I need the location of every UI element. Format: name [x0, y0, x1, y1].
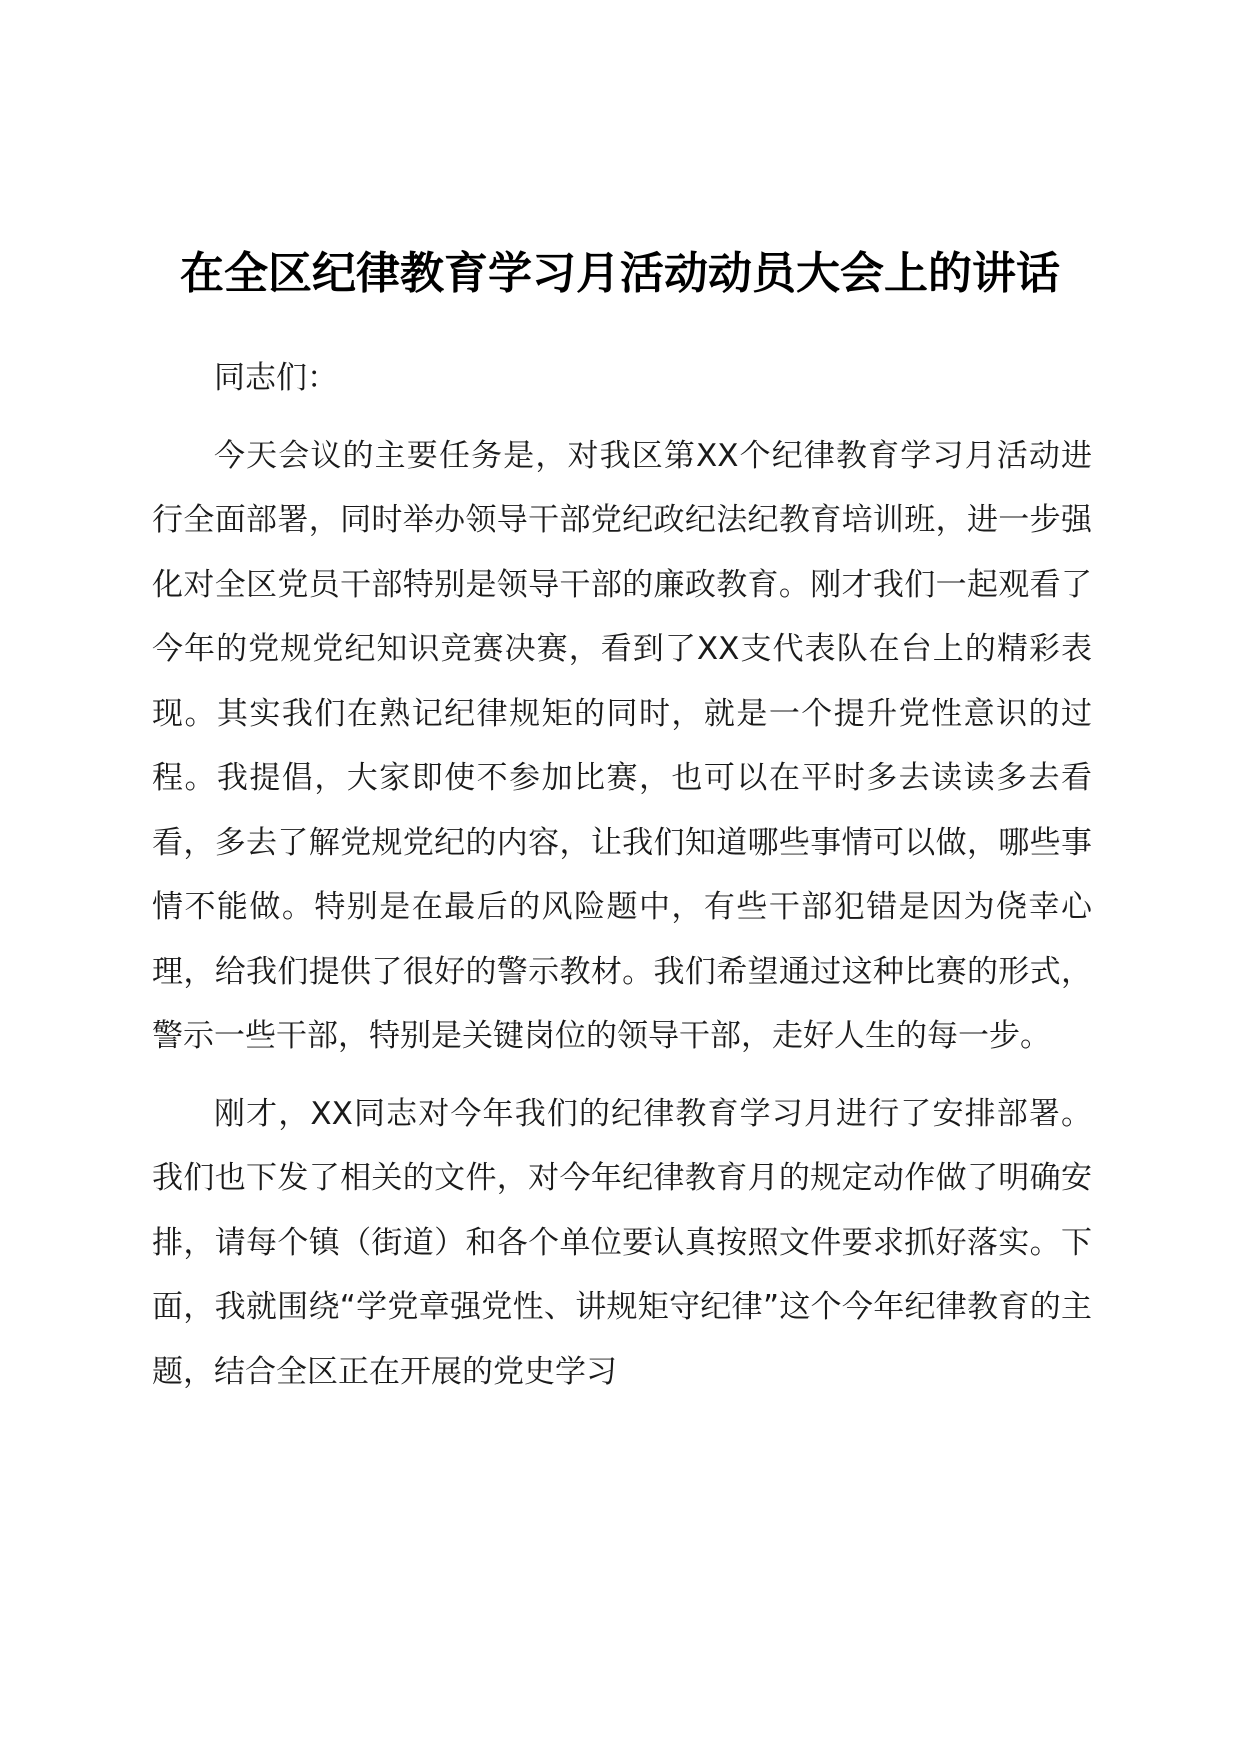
paragraph-2: 刚才，XX同志对今年我们的纪律教育学习月进行了安排部署。我们也下发了相关的文件，对今年纪律教育月的规定动作做了明确安排，请每个镇（街道）和各个单位要认真按照文件要求抓好落实。下面，我就围绕“学党章强党性、讲规矩守纪律”这个今年纪律教育的主题，结合全区正在开展的党史学习: [152, 1095, 1092, 1390]
document-title: 在全区纪律教育学习月活动动员大会上的讲话: [180, 248, 1060, 299]
document-body: [152, 346, 1092, 1417]
salutation: 同志们：: [214, 360, 338, 396]
paragraph-1: 今天会议的主要任务是，对我区第XX个纪律教育学习月活动进行全面部署，同时举办领导干部党纪政纪法纪教育培训班，进一步强化对全区党员干部特别是领导干部的廉政教育。刚才我们一起观看了今年的党规党纪知识竞赛决赛，看到了XX支代表队在台上的精彩表现。其实我们在熟记纪律规矩的同时，就是一个提升党性意识的过程。我提倡，大家即使不参加比赛，也可以在平时多去读读多去看看，多去了解党规党纪的内容，让我们知道哪些事情可以做，哪些事情不能做。特别是在最后的风险题中，有些干部犯错是因为侥幸心理，给我们提供了很好的警示教材。我们希望通过这种比赛的形式，警示一些干部，特别是关键岗位的领导干部，走好人生的每一步。: [152, 437, 1092, 1054]
